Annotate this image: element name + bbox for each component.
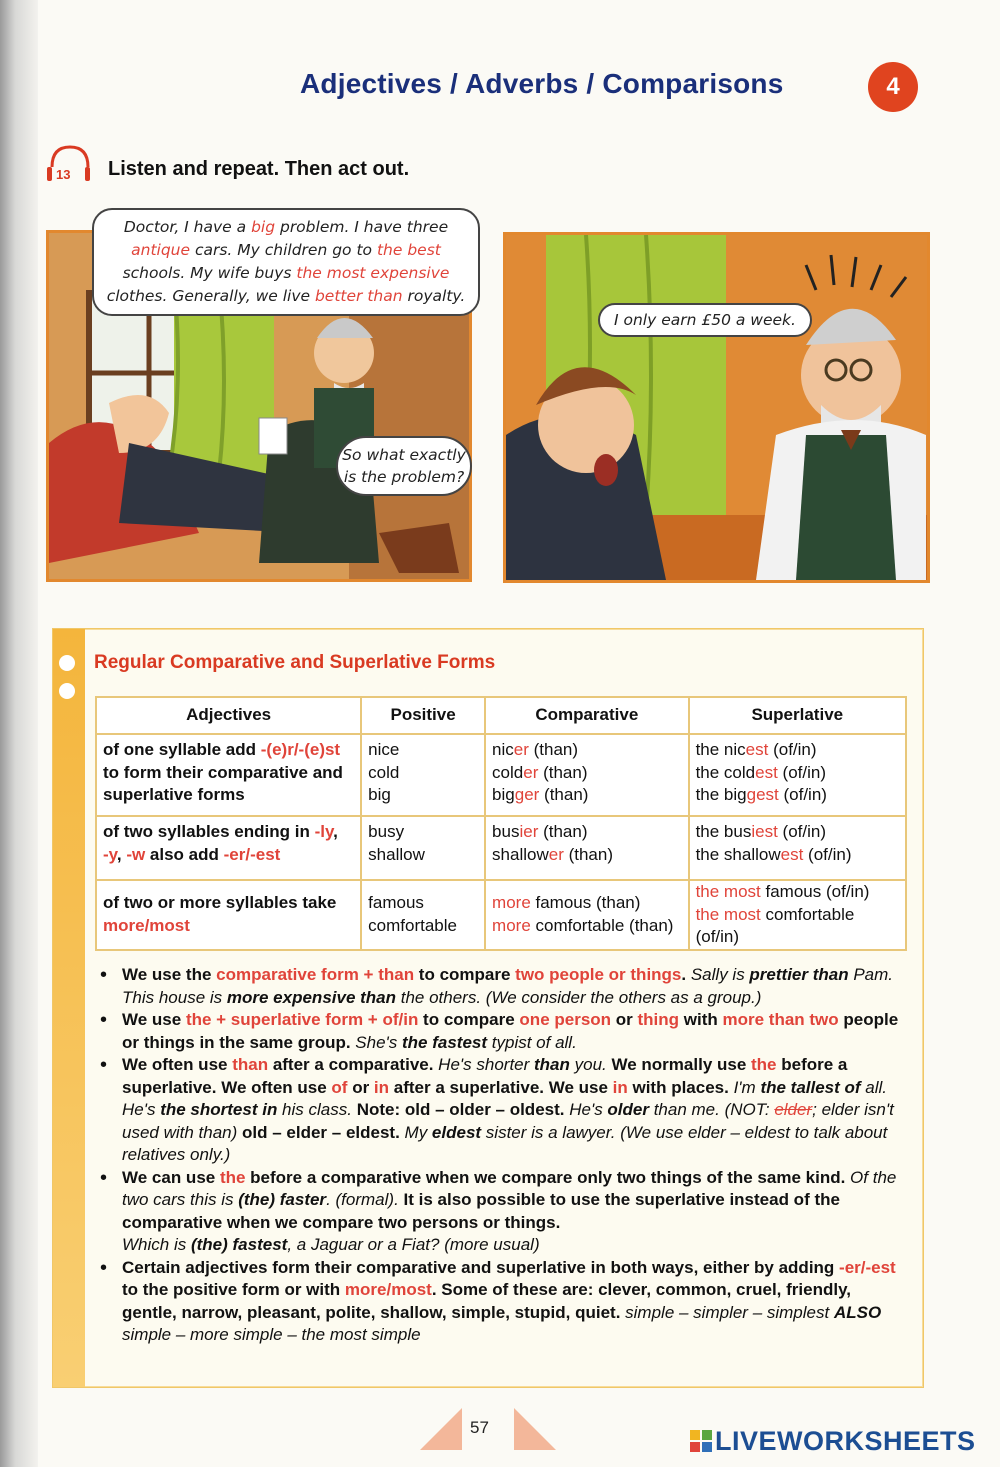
unit-badge: 4 — [868, 62, 918, 112]
list-item: • We use the + superlative form + of/in to compare one person or thing with more than two people or things in the same group. She's the fastest typist of all. — [98, 1009, 908, 1054]
col-header-positive: Positive — [361, 697, 485, 734]
page-number: 57 — [470, 1418, 489, 1437]
table-row — [96, 734, 906, 816]
track-number: 13 — [56, 167, 71, 182]
list-item: • Certain adjectives form their comparative and superlative in both ways, either by adding -er/-est to the positive form or with more/most. Some of these are: clever, common, cruel, friendly, gentle, narrow, pleasant, polite, shallow, simple, stupid, quiet. simple – simpler – simplest ALSO simple – more simple – the most simple — [98, 1257, 908, 1347]
list-item: • We often use than after a comparative. He's shorter than you. We normally use the before a superlative. We often use of or in after a superlative. We use in with places. I'm the tallest of all. He's the shortest in his class. Note: old – older – oldest. He's older than me. (NOT: elder; elder isn't used with than) old – elder – eldest. My eldest sister is a lawyer. (We use elder – eldest to talk about relatives only.) — [98, 1054, 908, 1167]
row-superlative: the most famous (of/in) the most comfortable (of/in) — [689, 880, 906, 950]
row-comparative: more famous (than) more comfortable (than) — [485, 880, 689, 950]
comparison-table — [95, 696, 907, 951]
speech-bubble-patient-2: I only earn £50 a week. — [598, 303, 812, 337]
row-rule: of two syllables ending in -ly, -y, -w also add -er/-est — [96, 816, 361, 880]
table-header-row — [96, 697, 906, 734]
row-superlative: the busiest (of/in) the shallowest (of/in) — [689, 816, 906, 880]
row-positive: busy shallow — [361, 816, 485, 880]
row-superlative: the nicest (of/in) the coldest (of/in) the biggest (of/in) — [689, 734, 906, 816]
row-positive: nice cold big — [361, 734, 485, 816]
brand-logo-icon — [690, 1428, 712, 1450]
audio-track-icon[interactable] — [44, 145, 104, 189]
row-comparative: busier (than) shallower (than) — [485, 816, 689, 880]
grammar-box-title: Regular Comparative and Superlative Forms — [94, 652, 496, 673]
page-gutter — [0, 0, 38, 1467]
comic-panel-2 — [503, 232, 930, 583]
usage-notes — [98, 964, 908, 1347]
brand-name: LIVEWORKSHEETS — [715, 1426, 976, 1456]
row-rule: of one syllable add -(e)r/-(e)st to form their comparative and superlative forms — [96, 734, 361, 816]
speech-bubble-doctor: So what exactly is the problem? — [336, 436, 472, 496]
list-item: • We can use the before a comparative when we compare only two things of the same kind. Of the two cars this is (the) faster. (formal). It is also possible to use the superlative instead of the comparative when we compare two persons or things. Which is (the) fastest, a Jaguar or a Fiat? (more usual) — [98, 1167, 908, 1257]
page-title: Adjectives / Adverbs / Comparisons — [300, 68, 784, 99]
instruction: Listen and repeat. Then act out. — [108, 158, 410, 180]
col-header-comparative: Comparative — [485, 697, 689, 734]
grammar-box-bar — [53, 629, 85, 1387]
row-rule: of two or more syllables take more/most — [96, 880, 361, 950]
page-corner-right — [514, 1408, 556, 1450]
row-comparative: nicer (than) colder (than) bigger (than) — [485, 734, 689, 816]
brand-logo[interactable] — [690, 1426, 976, 1457]
row-positive: famous comfortable — [361, 880, 485, 950]
speech-bubble-patient: Doctor, I have a big problem. I have three antique cars. My children go to the best schools. My wife buys the most expensive clothes. Generally, we live better than royalty. — [92, 208, 480, 316]
table-row — [96, 816, 906, 880]
page-corner-left — [420, 1408, 462, 1450]
table-row — [96, 880, 906, 950]
col-header-adjectives: Adjectives — [96, 697, 361, 734]
col-header-superlative: Superlative — [689, 697, 906, 734]
list-item: • We use the comparative form + than to compare two people or things. Sally is prettier than Pam. This house is more expensive than the others. (We consider the others as a group.) — [98, 964, 908, 1009]
